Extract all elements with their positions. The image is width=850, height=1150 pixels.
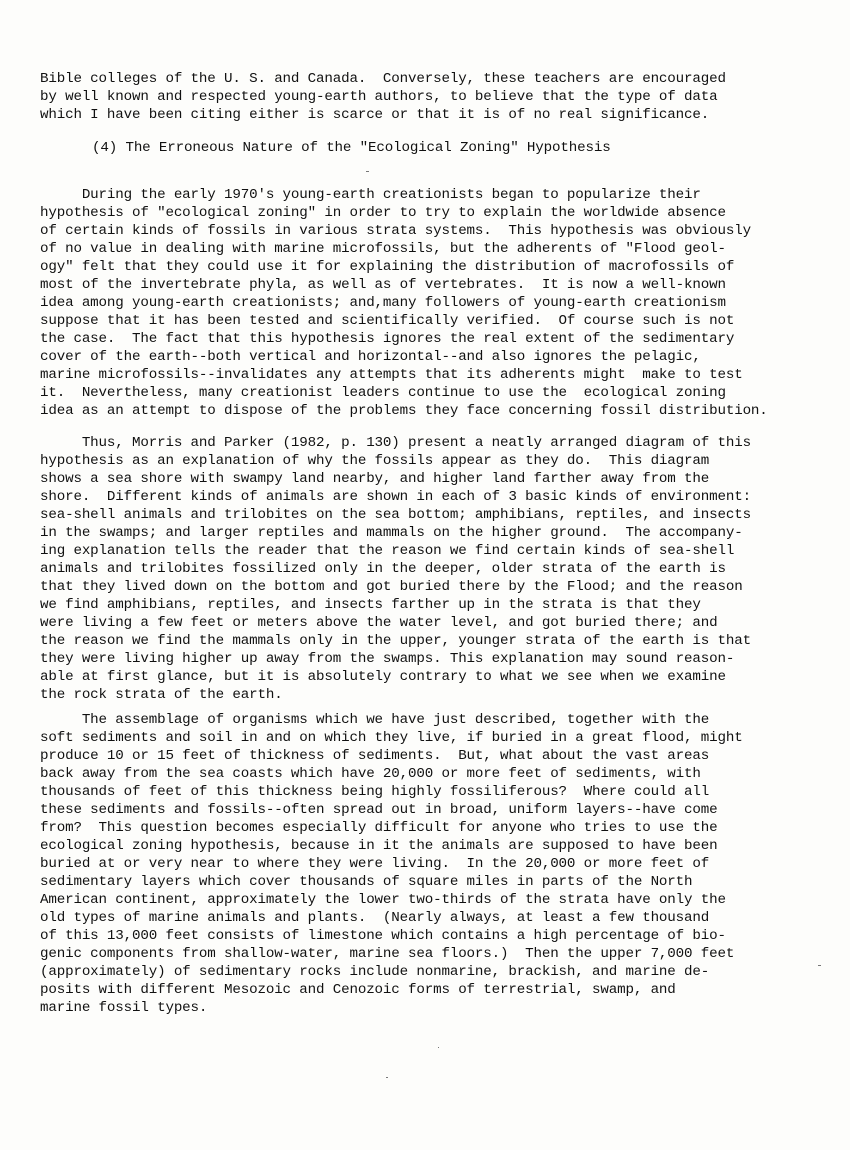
text-line: idea among young-earth creationists; and,many followers of young-earth creationism	[40, 295, 726, 311]
scan-speck	[818, 965, 821, 966]
text-line: these sediments and fossils--often spread out in broad, uniform layers--have come	[40, 802, 718, 818]
text-line: we find amphibians, reptiles, and insects farther up in the strata is that they	[40, 597, 701, 613]
text-line: of this 13,000 feet consists of limestone which contains a high percentage of bio-	[40, 928, 726, 944]
text-line: were living a few feet or meters above the water level, and got buried there; and	[40, 615, 718, 631]
paragraph-sediment-thickness	[40, 711, 830, 1017]
text-line: suppose that it has been tested and scientifically verified. Of course such is not	[40, 313, 735, 329]
text-line: the case. The fact that this hypothesis ignores the real extent of the sedimentary	[40, 331, 735, 347]
text-line: that they lived down on the bottom and got buried there by the Flood; and the reason	[40, 579, 743, 595]
text-line: sea-shell animals and trilobites on the sea bottom; amphibians, reptiles, and insects	[40, 507, 751, 523]
text-line: by well known and respected young-earth authors, to believe that the type of data	[40, 89, 718, 105]
text-line: hypothesis of "ecological zoning" in order to try to explain the worldwide absence	[40, 205, 726, 221]
text-line: thousands of feet of this thickness being highly fossiliferous? Where could all	[40, 784, 710, 800]
text-line: it. Nevertheless, many creationist leaders continue to use the ecological zoning	[40, 385, 726, 401]
text-line: from? This question becomes especially difficult for anyone who tries to use the	[40, 820, 718, 836]
section-heading: (4) The Erroneous Nature of the "Ecological Zoning" Hypothesis	[92, 140, 611, 156]
scan-speck	[366, 171, 369, 172]
text-line: hypothesis as an explanation of why the fossils appear as they do. This diagram	[40, 453, 710, 469]
text-line: of no value in dealing with marine microfossils, but the adherents of "Flood geol-	[40, 241, 726, 257]
paragraph-ecological-zoning	[40, 186, 830, 420]
text-line: produce 10 or 15 feet of thickness of sediments. But, what about the vast areas	[40, 748, 710, 764]
text-line: ogy" felt that they could use it for explaining the distribution of macrofossils of	[40, 259, 735, 275]
text-line: marine microfossils--invalidates any attempts that its adherents might make to test	[40, 367, 743, 383]
text-line: the reason we find the mammals only in the upper, younger strata of the earth is that	[40, 633, 751, 649]
intro-paragraph	[40, 70, 830, 124]
text-line: idea as an attempt to dispose of the problems they face concerning fossil distribution.	[40, 403, 768, 419]
text-line: soft sediments and soil in and on which they live, if buried in a great flood, might	[40, 730, 743, 746]
text-line: the rock strata of the earth.	[40, 687, 283, 703]
text-line: most of the invertebrate phyla, as well as of vertebrates. It is now a well-known	[40, 277, 726, 293]
text-line: animals and trilobites fossilized only in the deeper, older strata of the earth is	[40, 561, 726, 577]
text-line: in the swamps; and larger reptiles and mammals on the higher ground. The accompany-	[40, 525, 743, 541]
text-line: they were living higher up away from the swamps. This explanation may sound reason-	[40, 651, 735, 667]
text-line: of certain kinds of fossils in various strata systems. This hypothesis was obviously	[40, 223, 751, 239]
text-line: which I have been citing either is scarce or that it is of no real significance.	[40, 107, 710, 123]
text-line: shows a sea shore with swampy land nearby, and higher land farther away from the	[40, 471, 710, 487]
text-line: back away from the sea coasts which have 20,000 or more feet of sediments, with	[40, 766, 701, 782]
text-line: Thus, Morris and Parker (1982, p. 130) present a neatly arranged diagram of this	[40, 435, 751, 451]
text-line: Bible colleges of the U. S. and Canada. Conversely, these teachers are encouraged	[40, 71, 726, 87]
text-line: American continent, approximately the lower two-thirds of the strata have only the	[40, 892, 726, 908]
scan-speck	[438, 1047, 439, 1048]
text-line: shore. Different kinds of animals are shown in each of 3 basic kinds of environment:	[40, 489, 751, 505]
paragraph-morris-parker	[40, 434, 830, 704]
text-line: ing explanation tells the reader that the reason we find certain kinds of sea-shell	[40, 543, 735, 559]
text-line: ecological zoning hypothesis, because in it the animals are supposed to have been	[40, 838, 718, 854]
text-line: sedimentary layers which cover thousands of square miles in parts of the North	[40, 874, 693, 890]
text-line: posits with different Mesozoic and Cenozoic forms of terrestrial, swamp, and	[40, 982, 676, 998]
scan-speck	[386, 1077, 388, 1078]
text-line: buried at or very near to where they were living. In the 20,000 or more feet of	[40, 856, 710, 872]
text-line: able at first glance, but it is absolutely contrary to what we see when we examine	[40, 669, 726, 685]
text-line: cover of the earth--both vertical and horizontal--and also ignores the pelagic,	[40, 349, 701, 365]
text-line: old types of marine animals and plants. (Nearly always, at least a few thousand	[40, 910, 710, 926]
text-line: marine fossil types.	[40, 1000, 208, 1016]
text-line: (approximately) of sedimentary rocks include nonmarine, brackish, and marine de-	[40, 964, 710, 980]
text-line: During the early 1970's young-earth creationists began to popularize their	[40, 187, 701, 203]
text-line: genic components from shallow-water, marine sea floors.) Then the upper 7,000 feet	[40, 946, 735, 962]
text-line: The assemblage of organisms which we have just described, together with the	[40, 712, 710, 728]
